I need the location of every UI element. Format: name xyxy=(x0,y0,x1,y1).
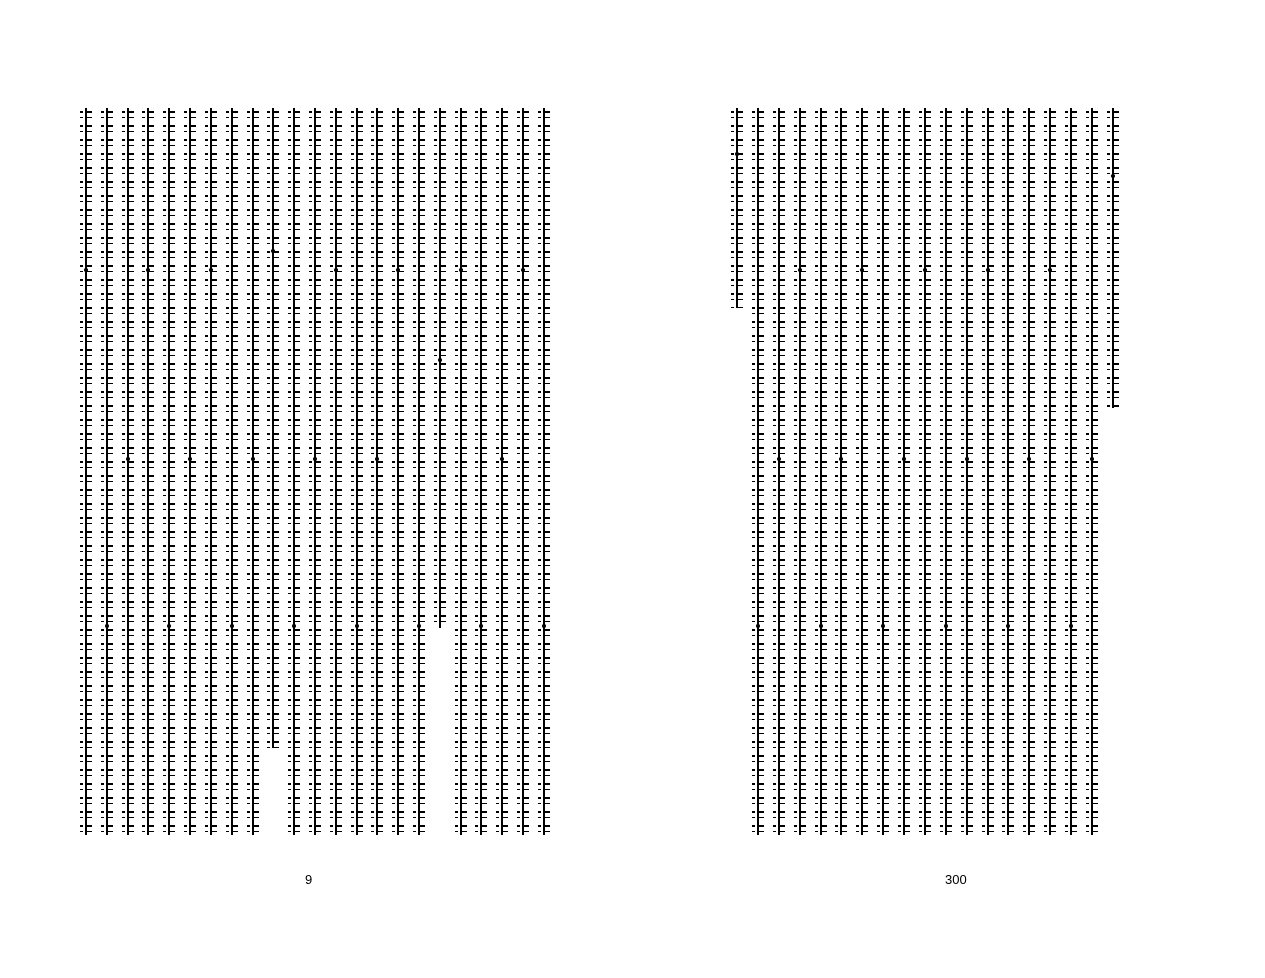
left-page-text-line xyxy=(184,108,196,835)
left-page-text-line xyxy=(80,108,92,835)
right-page xyxy=(633,0,1265,978)
left-page-text-line xyxy=(517,108,529,835)
left-page-text-line xyxy=(351,108,363,835)
left-page-text-line xyxy=(226,108,238,835)
left-page-text-line xyxy=(496,108,508,835)
right-page-text-line xyxy=(877,108,889,835)
right-page-text-line xyxy=(919,108,931,835)
left-page-text-line xyxy=(267,108,279,835)
right-page-text-block xyxy=(731,108,1119,835)
left-page xyxy=(0,0,632,978)
right-page-text-line xyxy=(1107,108,1119,835)
left-page-text-line xyxy=(330,108,342,835)
right-page-text-line xyxy=(940,108,952,835)
left-page-text-block xyxy=(80,108,550,835)
right-page-text-line xyxy=(1002,108,1014,835)
right-page-text-line xyxy=(835,108,847,835)
right-page-number: 300 xyxy=(945,872,967,887)
right-page-text-line xyxy=(773,108,785,835)
right-page-text-line xyxy=(794,108,806,835)
left-page-text-line xyxy=(392,108,404,835)
right-page-text-line xyxy=(1086,108,1098,835)
right-page-text-line xyxy=(815,108,827,835)
left-page-text-line xyxy=(434,108,446,835)
right-page-text-line xyxy=(1044,108,1056,835)
right-page-text-line xyxy=(982,108,994,835)
left-page-text-line xyxy=(101,108,113,835)
right-page-text-line xyxy=(961,108,973,835)
left-page-text-line xyxy=(371,108,383,835)
left-page-text-line xyxy=(475,108,487,835)
right-page-text-line xyxy=(898,108,910,835)
right-page-text-line xyxy=(731,108,743,835)
left-page-text-line xyxy=(413,108,425,835)
left-page-text-line xyxy=(247,108,259,835)
left-page-text-line xyxy=(122,108,134,835)
left-page-text-line xyxy=(142,108,154,835)
left-page-text-line xyxy=(309,108,321,835)
right-page-text-line xyxy=(1023,108,1035,835)
left-page-text-line xyxy=(538,108,550,835)
right-page-text-line xyxy=(856,108,868,835)
left-page-text-line xyxy=(205,108,217,835)
right-page-text-line xyxy=(1065,108,1077,835)
left-page-number: 9 xyxy=(305,872,313,887)
right-page-text-line xyxy=(752,108,764,835)
left-page-text-line xyxy=(288,108,300,835)
left-page-text-line xyxy=(163,108,175,835)
left-page-text-line xyxy=(455,108,467,835)
